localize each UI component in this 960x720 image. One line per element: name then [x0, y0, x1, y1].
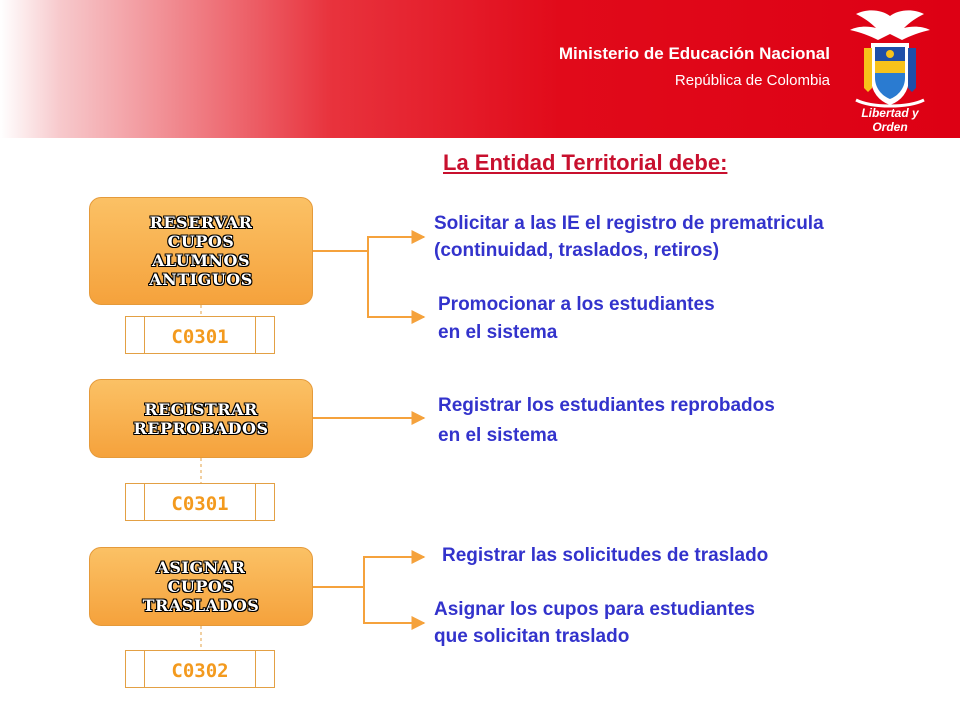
task-text: Solicitar a las IE el registro de prematricula	[434, 213, 824, 234]
process-code-label	[125, 650, 275, 688]
process-label: ASIGNAR CUPOS TRASLADOS	[142, 558, 260, 615]
process-code: C0301	[171, 326, 229, 348]
ministry-name: Ministerio de Educación Nacional	[558, 44, 830, 63]
task-text: Registrar los estudiantes reprobados	[438, 395, 775, 416]
task-text: en el sistema	[438, 425, 558, 446]
process-label: REGISTRAR REPROBADOS	[133, 399, 269, 438]
task-text: Asignar los cupos para estudiantes	[434, 599, 755, 620]
motto-text: Libertad y Orden	[861, 106, 919, 134]
task-text: Promocionar a los estudiantes	[438, 294, 715, 315]
page-title: La Entidad Territorial debe:	[443, 150, 728, 175]
process-box-asignar	[89, 547, 313, 626]
country-name: República de Colombia	[674, 72, 830, 89]
process-code-label	[125, 483, 275, 521]
task-text: en el sistema	[438, 322, 558, 343]
process-code-label	[125, 316, 275, 354]
task-text: Registrar las solicitudes de traslado	[442, 545, 769, 566]
process-code: C0301	[171, 493, 229, 515]
process-box-registrar	[89, 379, 313, 458]
process-label: RESERVAR CUPOS ALUMNOS ANTIGUOS	[149, 213, 253, 289]
task-text: (continuidad, traslados, retiros)	[434, 240, 720, 261]
process-box-reservar	[89, 197, 313, 305]
process-code: C0302	[171, 660, 229, 682]
task-text: que solicitan traslado	[434, 626, 630, 647]
